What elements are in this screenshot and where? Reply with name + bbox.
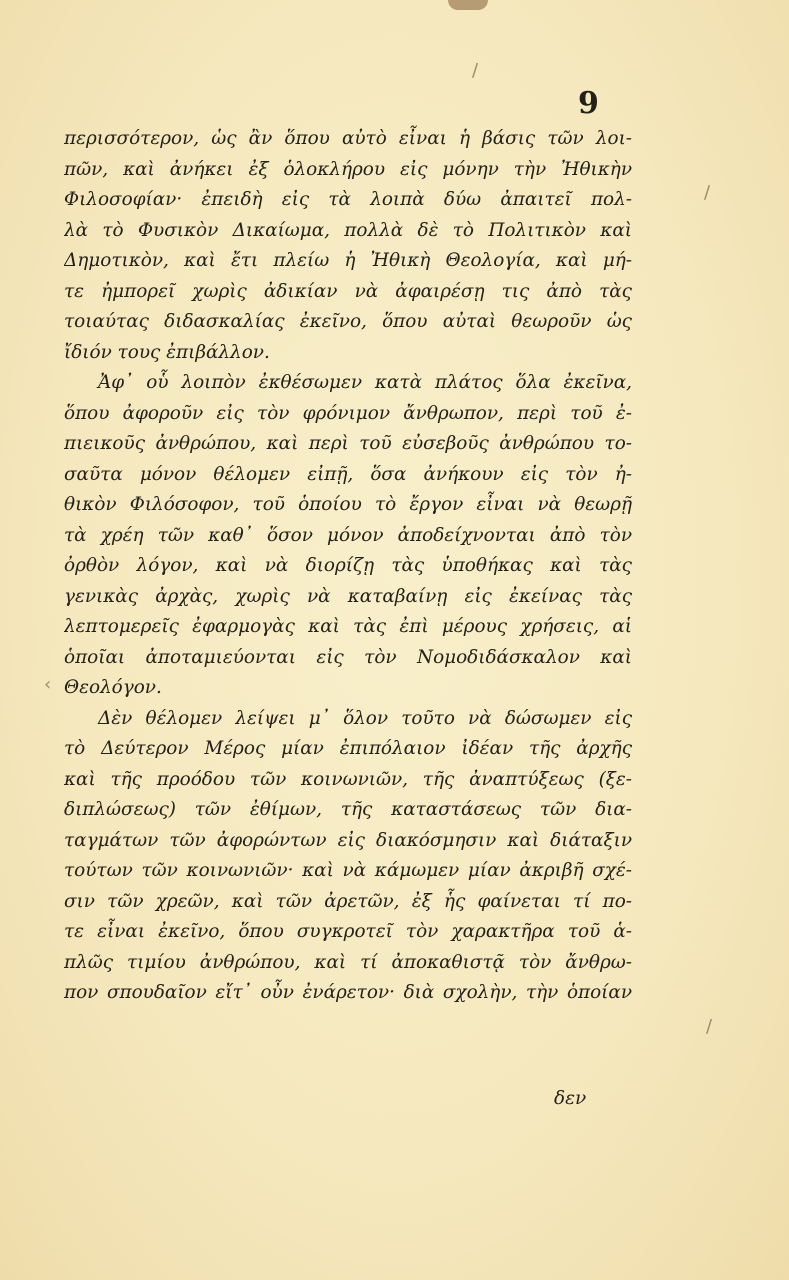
text-line: τοιαύτας διδασκαλίας ἐκεῖνο, ὅπου αὐταὶ θεωροῦν ὡς: [64, 311, 632, 332]
text-line: ὁποῖαι ἀποταμιεύονται εἰς τὸν Νομοδιδάσκαλον καὶ: [64, 646, 632, 668]
text-line: τούτων τῶν κοινωνιῶν· καὶ νὰ κάμωμεν μίαν ἀκριβῆ σχέ-: [64, 860, 632, 881]
text-line: τε ἠμπορεῖ χωρὶς ἀδικίαν νὰ ἀφαιρέσῃ τις ἀπὸ τὰς: [64, 280, 632, 302]
text-line: περισσότερον, ὡς ἂν ὅπου αὐτὸ εἶναι ἡ βάσις τῶν λοι-: [64, 128, 632, 149]
margin-pencil-mark: ‹: [44, 674, 52, 695]
text-line: ἴδιόν τους ἐπιβάλλον.: [64, 341, 270, 363]
text-line: Δὲν θέλομεν λείψει μ᾽ ὅλον τοῦτο νὰ δώσωμεν εἰς: [98, 707, 632, 729]
text-line: διπλώσεως) τῶν ἐθίμων, τῆς καταστάσεως τῶν δια-: [64, 799, 632, 820]
text-line: Ἀφ᾽ οὗ λοιπὸν ἐκθέσωμεν κατὰ πλάτος ὅλα ἐκεῖνα,: [98, 372, 632, 393]
text-line: θικὸν Φιλόσοφον, τοῦ ὁποίου τὸ ἔργον εἶναι νὰ θεωρῇ: [64, 494, 632, 515]
text-line: Φιλοσοφίαν· ἐπειδὴ εἰς τὰ λοιπὰ δύω ἀπαιτεῖ πολ-: [64, 189, 632, 210]
catchword: δεν: [554, 1088, 587, 1109]
margin-pencil-mark: /: [706, 1016, 713, 1037]
text-line: σαῦτα μόνον θέλομεν εἰπῇ, ὅσα ἀνήκουν εἰς τὸν ἠ-: [64, 463, 632, 485]
paper-stain: [448, 0, 488, 10]
text-line: τὰ χρέη τῶν καθ᾽ ὅσον μόνον ἀποδείχνονται ἀπὸ τὸν: [64, 524, 632, 546]
margin-pencil-mark: /: [472, 60, 479, 81]
text-line: καὶ τῆς προόδου τῶν κοινωνιῶν, τῆς ἀναπτύξεως (ξε-: [64, 768, 632, 790]
text-line: λὰ τὸ Φυσικὸν Δικαίωμα, πολλὰ δὲ τὸ Πολιτικὸν καὶ: [64, 219, 632, 241]
text-line: τὸ Δεύτερον Μέρος μίαν ἐπιπόλαιον ἰδέαν τῆς ἀρχῆς: [64, 738, 632, 759]
text-line: ὅπου ἀφοροῦν εἰς τὸν φρόνιμον ἄνθρωπον, περὶ τοῦ ἐ-: [64, 402, 632, 424]
text-line: πον σπουδαῖον εἴτ᾽ οὖν ἐνάρετον· διὰ σχολὴν, τὴν ὁποίαν: [64, 982, 632, 1003]
text-line: πιεικοῦς ἀνθρώπου, καὶ περὶ τοῦ εὐσεβοῦς ἀνθρώπου το-: [64, 433, 632, 454]
text-line: ὀρθὸν λόγον, καὶ νὰ διορίζῃ τὰς ὑποθήκας καὶ τὰς: [64, 555, 632, 576]
text-line: Θεολόγον.: [64, 677, 162, 698]
margin-pencil-mark: /: [704, 182, 711, 203]
text-line: γενικὰς ἀρχὰς, χωρὶς νὰ καταβαίνῃ εἰς ἐκείνας τὰς: [64, 585, 632, 607]
text-line: τε εἶναι ἐκεῖνο, ὅπου συγκροτεῖ τὸν χαρακτῆρα τοῦ ἁ-: [64, 921, 632, 942]
text-line: πῶν, καὶ ἀνήκει ἐξ ὁλοκλήρου εἰς μόνην τὴν Ἠθικὴν: [64, 158, 632, 180]
text-line: ταγμάτων τῶν ἀφορώντων εἰς διακόσμησιν καὶ διάταξιν: [64, 829, 632, 851]
text-line: Δημοτικὸν, καὶ ἔτι πλείω ἡ Ἠθικὴ Θεολογία, καὶ μή-: [64, 250, 632, 271]
text-line: σιν τῶν χρεῶν, καὶ τῶν ἀρετῶν, ἐξ ἧς φαίνεται τί πο-: [64, 890, 632, 912]
page-number: 9: [578, 86, 599, 121]
body-text: [64, 124, 632, 1009]
text-line: λεπτομερεῖς ἐφαρμογὰς καὶ τὰς ἐπὶ μέρους χρήσεις, αἱ: [64, 616, 632, 637]
text-line: πλῶς τιμίου ἀνθρώπου, καὶ τί ἀποκαθιστᾷ τὸν ἄνθρω-: [64, 951, 632, 973]
